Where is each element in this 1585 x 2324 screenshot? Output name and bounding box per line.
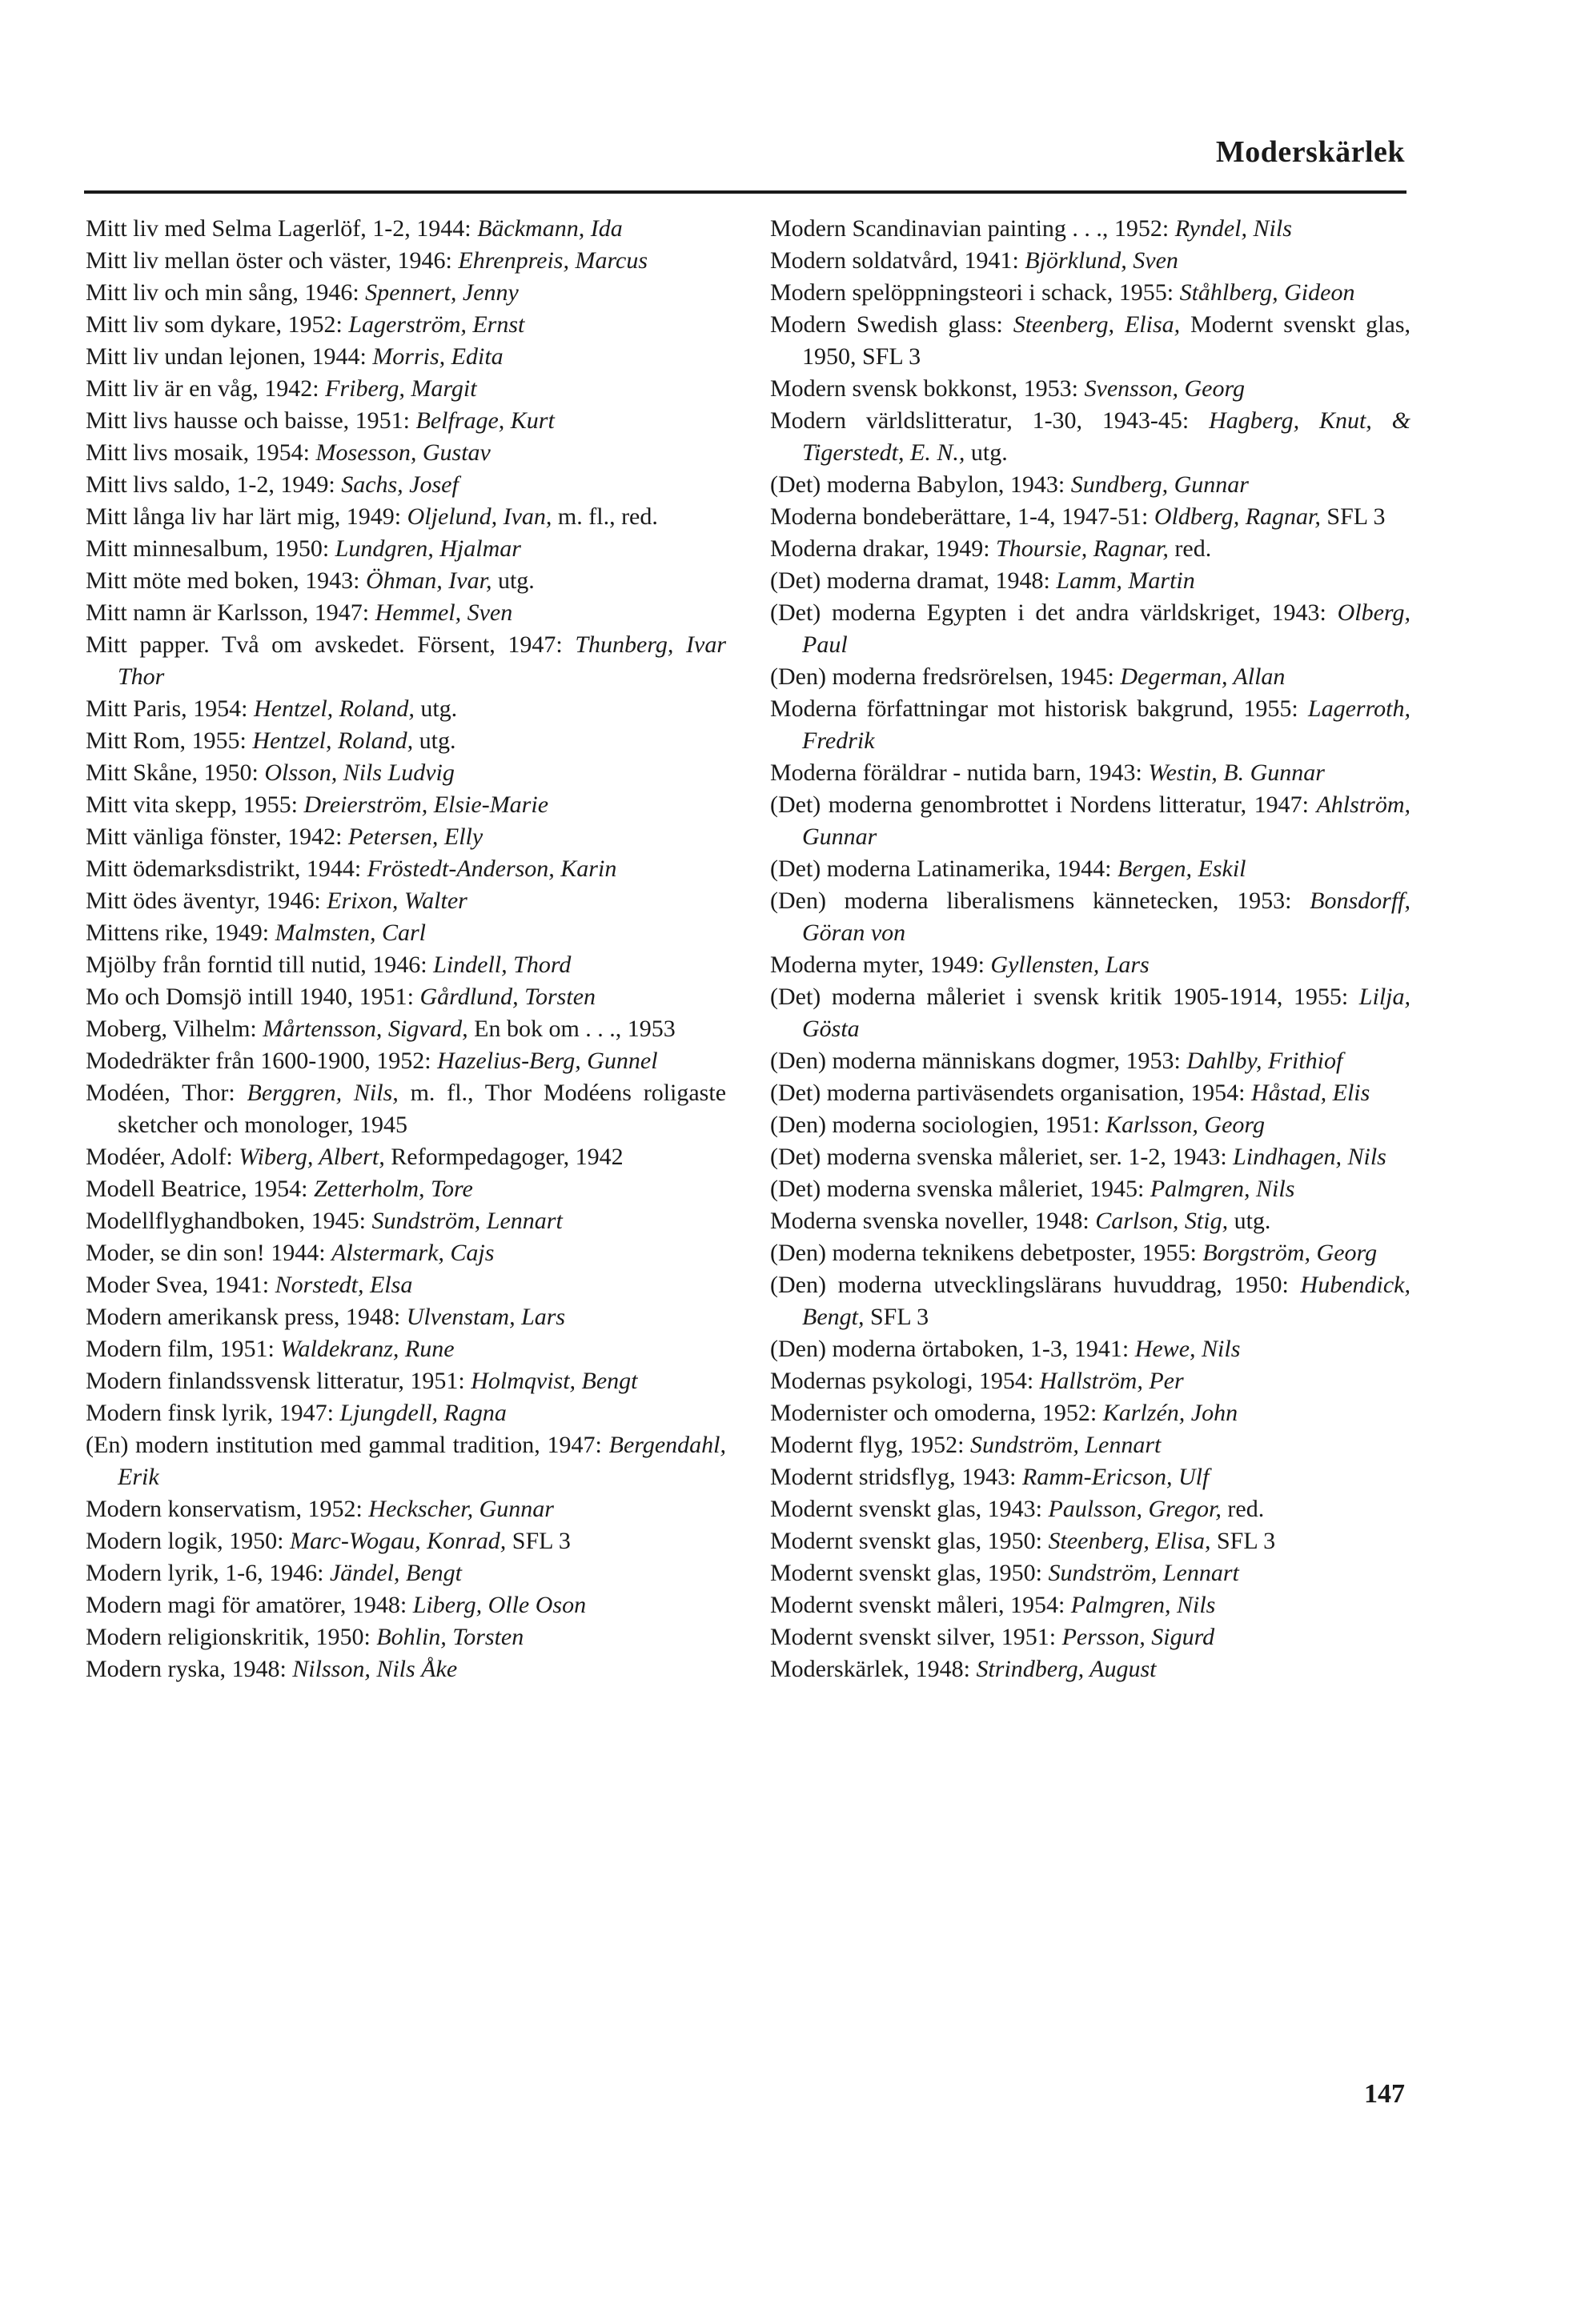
entry-author: Mosesson, Gustav xyxy=(315,439,491,466)
entry-author: Thunberg, Ivar Thor xyxy=(118,631,727,690)
entry-author: Belfrage, Kurt xyxy=(415,407,555,434)
entry-author: Spennert, Jenny xyxy=(365,279,519,306)
index-entry xyxy=(86,1077,726,1141)
entry-title: (Den) moderna utvecklingslärans huvuddrag, 1950: xyxy=(770,1272,1301,1298)
entry-author: Håstad, Elis xyxy=(1250,1080,1370,1106)
index-entry xyxy=(86,565,726,597)
entry-title: Modedräkter från 1600-1900, 1952: xyxy=(86,1048,438,1074)
entry-author: Hentzel, Roland, xyxy=(254,695,415,722)
index-entry xyxy=(86,1173,726,1205)
header-rule xyxy=(84,190,1406,194)
index-entry xyxy=(770,949,1410,981)
index-entry xyxy=(770,981,1410,1045)
index-entry xyxy=(86,373,726,405)
entry-author: Sundström, Lennart xyxy=(371,1208,563,1234)
entry-title: (Den) moderna sociologien, 1951: xyxy=(770,1112,1106,1138)
entry-title: Modernt svenskt glas, 1943: xyxy=(770,1496,1049,1522)
entry-author: Degerman, Allan xyxy=(1120,663,1286,690)
index-entry xyxy=(770,693,1410,757)
entry-title: Mo och Domsjö intill 1940, 1951: xyxy=(86,984,420,1010)
entry-author: Bonsdorff, Göran von xyxy=(802,888,1410,946)
entry-title: Modernt svenskt glas, 1950: xyxy=(770,1560,1049,1586)
entry-title: (Det) moderna måleriet i svensk kritik 1905-1914, 1955: xyxy=(770,984,1359,1010)
running-head: Moderskärlek xyxy=(1215,135,1405,169)
right-column xyxy=(770,213,1410,1685)
index-entry xyxy=(86,309,726,341)
index-entry xyxy=(770,533,1410,565)
entry-title: Modern film, 1951: xyxy=(86,1336,281,1362)
entry-author: Ljungdell, Ragna xyxy=(339,1400,507,1426)
index-entry xyxy=(86,341,726,373)
entry-author: Steenberg, Elisa, xyxy=(1013,311,1181,338)
entry-author: Thoursie, Ragnar, xyxy=(996,535,1169,562)
entry-title: Mjölby från forntid till nutid, 1946: xyxy=(86,952,434,978)
entry-title: Mitt Rom, 1955: xyxy=(86,727,253,754)
entry-author: Hemmel, Sven xyxy=(375,599,513,626)
entry-note: utg. xyxy=(1228,1208,1271,1234)
entry-title: Mitt livs hausse och baisse, 1951: xyxy=(86,407,416,434)
index-entry xyxy=(86,1013,726,1045)
entry-title: (Det) moderna Babylon, 1943: xyxy=(770,471,1071,498)
index-entry xyxy=(770,245,1410,277)
entry-author: Ståhlberg, Gideon xyxy=(1179,279,1355,306)
index-entry xyxy=(86,1237,726,1269)
index-entry xyxy=(770,405,1410,469)
entry-title: Mitt minnesalbum, 1950: xyxy=(86,535,335,562)
entry-author: Lamm, Martin xyxy=(1056,567,1195,594)
entry-author: Ryndel, Nils xyxy=(1174,215,1292,242)
index-entry xyxy=(86,1333,726,1365)
entry-author: Wiberg, Albert, xyxy=(239,1144,385,1170)
index-entry xyxy=(770,565,1410,597)
entry-author: Björklund, Sven xyxy=(1025,247,1178,274)
index-entry xyxy=(770,789,1410,853)
entry-title: Modern soldatvård, 1941: xyxy=(770,247,1025,274)
entry-author: Sundström, Lennart xyxy=(969,1432,1162,1458)
entry-title: Modern världslitteratur, 1-30, 1943-45: xyxy=(770,407,1210,434)
entry-title: Modern Scandinavian painting . . ., 1952: xyxy=(770,215,1175,242)
entry-title: (Den) moderna örtaboken, 1-3, 1941: xyxy=(770,1336,1135,1362)
entry-title: (Den) moderna teknikens debetposter, 1955: xyxy=(770,1240,1203,1266)
entry-author: Svensson, Georg xyxy=(1084,375,1246,402)
entry-note: m. fl., Thor Modéens roligaste sketcher och monologer, 1945 xyxy=(118,1080,727,1138)
entry-title: Modern ryska, 1948: xyxy=(86,1656,293,1682)
index-entry xyxy=(770,1269,1410,1333)
entry-note: SFL 3 xyxy=(864,1304,929,1330)
index-entry xyxy=(770,1493,1410,1525)
entry-title: Mitt namn är Karlsson, 1947: xyxy=(86,599,375,626)
entry-author: Bohlin, Torsten xyxy=(376,1624,524,1650)
entry-author: Norstedt, Elsa xyxy=(275,1272,413,1298)
index-entry xyxy=(86,757,726,789)
entry-title: Modern amerikansk press, 1948: xyxy=(86,1304,407,1330)
index-entry xyxy=(770,1397,1410,1429)
entry-note: SFL 3 xyxy=(506,1528,571,1554)
index-entry xyxy=(86,437,726,469)
entry-title: Mitt liv med Selma Lagerlöf, 1-2, 1944: xyxy=(86,215,478,242)
entry-author: Hagberg, Knut, & Tigerstedt, E. N., xyxy=(802,407,1410,466)
entry-title: Moderna drakar, 1949: xyxy=(770,535,997,562)
entry-title: (En) modern institution med gammal tradition, 1947: xyxy=(86,1432,609,1458)
index-entry xyxy=(86,533,726,565)
entry-author: Hewe, Nils xyxy=(1134,1336,1241,1362)
entry-author: Dahlby, Frithiof xyxy=(1186,1048,1343,1074)
entry-title: Mitt ödes äventyr, 1946: xyxy=(86,888,327,914)
index-entry xyxy=(86,1589,726,1621)
entry-author: Heckscher, Gunnar xyxy=(368,1496,554,1522)
entry-title: Mitt livs mosaik, 1954: xyxy=(86,439,316,466)
entry-author: Westin, B. Gunnar xyxy=(1148,759,1325,786)
entry-title: (Det) moderna Latinamerika, 1944: xyxy=(770,855,1118,882)
entry-title: (Det) moderna svenska måleriet, ser. 1-2, 1943: xyxy=(770,1144,1234,1170)
entry-note: utg. xyxy=(965,439,1008,466)
index-entry xyxy=(770,1621,1410,1653)
index-entry xyxy=(770,885,1410,949)
entry-author: Lundgren, Hjalmar xyxy=(335,535,521,562)
entry-author: Steenberg, Elisa, xyxy=(1048,1528,1211,1554)
index-entry xyxy=(86,597,726,629)
entry-note: Reformpedagoger, 1942 xyxy=(384,1144,624,1170)
index-entry xyxy=(86,1493,726,1525)
entry-author: Lilja, Gösta xyxy=(802,984,1410,1042)
entry-note: utg. xyxy=(413,727,456,754)
entry-author: Hazelius-Berg, Gunnel xyxy=(437,1048,658,1074)
index-entry xyxy=(770,1141,1410,1173)
entry-author: Sundberg, Gunnar xyxy=(1070,471,1249,498)
index-entry xyxy=(770,853,1410,885)
entry-title: Modern konservatism, 1952: xyxy=(86,1496,369,1522)
entry-title: (Den) moderna människans dogmer, 1953: xyxy=(770,1048,1187,1074)
index-entry xyxy=(770,277,1410,309)
entry-author: Ramm-Ericson, Ulf xyxy=(1022,1464,1210,1490)
entry-author: Lindell, Thord xyxy=(433,952,572,978)
index-entry xyxy=(86,1045,726,1077)
entry-author: Alstermark, Cajs xyxy=(331,1240,495,1266)
index-entry xyxy=(86,725,726,757)
entry-title: Moderna bondeberättare, 1-4, 1947-51: xyxy=(770,503,1154,530)
entry-title: Mitt långa liv har lärt mig, 1949: xyxy=(86,503,407,530)
entry-author: Gårdlund, Torsten xyxy=(419,984,596,1010)
index-entry xyxy=(770,1109,1410,1141)
index-entry xyxy=(770,1205,1410,1237)
entry-title: (Det) moderna Egypten i det andra världskriget, 1943: xyxy=(770,599,1338,626)
index-entry xyxy=(86,1301,726,1333)
entry-author: Marc-Wogau, Konrad, xyxy=(290,1528,507,1554)
entry-author: Holmqvist, Bengt xyxy=(471,1368,638,1394)
entry-author: Oljelund, Ivan, xyxy=(407,503,552,530)
entry-title: Moderna svenska noveller, 1948: xyxy=(770,1208,1096,1234)
entry-author: Nilsson, Nils Åke xyxy=(292,1656,458,1682)
index-entry xyxy=(86,501,726,533)
entry-author: Bäckmann, Ida xyxy=(477,215,623,242)
entry-title: Modernas psykologi, 1954: xyxy=(770,1368,1040,1394)
index-entry xyxy=(86,245,726,277)
index-entry xyxy=(86,949,726,981)
entry-title: Mitt liv mellan öster och väster, 1946: xyxy=(86,247,459,274)
entry-author: Persson, Sigurd xyxy=(1061,1624,1215,1650)
entry-title: Modern magi för amatörer, 1948: xyxy=(86,1592,413,1618)
index-entry xyxy=(86,1621,726,1653)
entry-title: Modern svensk bokkonst, 1953: xyxy=(770,375,1085,402)
entry-title: Modern lyrik, 1-6, 1946: xyxy=(86,1560,330,1586)
entry-author: Öhman, Ivar, xyxy=(365,567,492,594)
entry-title: Mitt ödemarksdistrikt, 1944: xyxy=(86,855,367,882)
entry-title: Modernister och omoderna, 1952: xyxy=(770,1400,1103,1426)
entry-title: Modern religionskritik, 1950: xyxy=(86,1624,377,1650)
entry-title: Mitt liv undan lejonen, 1944: xyxy=(86,343,373,370)
entry-title: Moder Svea, 1941: xyxy=(86,1272,275,1298)
entry-author: Hallström, Per xyxy=(1039,1368,1184,1394)
entry-title: (Det) moderna svenska måleriet, 1945: xyxy=(770,1176,1150,1202)
entry-author: Bergendahl, Erik xyxy=(118,1432,726,1490)
entry-author: Ahlström, Gunnar xyxy=(802,791,1410,850)
index-entry xyxy=(86,277,726,309)
index-entry xyxy=(86,405,726,437)
entry-author: Hentzel, Roland, xyxy=(252,727,414,754)
entry-author: Strindberg, August xyxy=(976,1656,1157,1682)
entry-author: Berggren, Nils, xyxy=(247,1080,399,1106)
entry-author: Sundström, Lennart xyxy=(1048,1560,1239,1586)
entry-author: Friberg, Margit xyxy=(325,375,477,402)
entry-author: Karlsson, Georg xyxy=(1105,1112,1265,1138)
entry-title: Modéer, Adolf: xyxy=(86,1144,239,1170)
entry-author: Fröstedt-Anderson, Karin xyxy=(367,855,617,882)
entry-title: Mitt vänliga fönster, 1942: xyxy=(86,823,348,850)
left-column xyxy=(86,213,726,1685)
entry-author: Ehrenpreis, Marcus xyxy=(458,247,648,274)
index-entry xyxy=(770,501,1410,533)
entry-author: Gyllensten, Lars xyxy=(990,952,1150,978)
entry-author: Mårtensson, Sigvard, xyxy=(263,1016,468,1042)
entry-title: Mitt Paris, 1954: xyxy=(86,695,255,722)
index-entry xyxy=(770,757,1410,789)
entry-title: Moderna författningar mot historisk bakgrund, 1955: xyxy=(770,695,1308,722)
entry-author: Lagerroth, Fredrik xyxy=(802,695,1410,754)
entry-note: utg. xyxy=(492,567,535,594)
index-entry xyxy=(770,373,1410,405)
entry-title: Modern finsk lyrik, 1947: xyxy=(86,1400,340,1426)
entry-note: En bok om . . ., 1953 xyxy=(467,1016,676,1042)
index-entry xyxy=(86,789,726,821)
entry-title: (Den) moderna liberalismens kännetecken, 1953: xyxy=(770,888,1310,914)
index-entry xyxy=(770,1173,1410,1205)
entry-author: Waldekranz, Rune xyxy=(280,1336,455,1362)
index-entry xyxy=(86,1205,726,1237)
index-entry xyxy=(86,1557,726,1589)
index-entry xyxy=(770,661,1410,693)
entry-author: Olberg, Paul xyxy=(802,599,1410,658)
entry-author: Zetterholm, Tore xyxy=(313,1176,473,1202)
index-entry xyxy=(770,1589,1410,1621)
entry-author: Malmsten, Carl xyxy=(275,920,426,946)
entry-title: Modern spelöppningsteori i schack, 1955: xyxy=(770,279,1180,306)
entry-title: Mitt livs saldo, 1-2, 1949: xyxy=(86,471,342,498)
entry-author: Erixon, Walter xyxy=(327,888,467,914)
entry-title: Mitt Skåne, 1950: xyxy=(86,759,265,786)
entry-title: Moderna föräldrar - nutida barn, 1943: xyxy=(770,759,1149,786)
entry-title: (Det) moderna partiväsendets organisation, 1954: xyxy=(770,1080,1251,1106)
entry-title: (Det) moderna genombrottet i Nordens litteratur, 1947: xyxy=(770,791,1317,818)
page-number: 147 xyxy=(1364,2079,1405,2109)
entry-author: Petersen, Elly xyxy=(347,823,484,850)
entry-author: Lagerström, Ernst xyxy=(348,311,525,338)
entry-author: Carlson, Stig, xyxy=(1095,1208,1229,1234)
index-entry xyxy=(86,853,726,885)
index-entry xyxy=(86,1365,726,1397)
index-entry xyxy=(86,1141,726,1173)
entry-author: Hubendick, Bengt, xyxy=(802,1272,1410,1330)
entry-title: Mitt möte med boken, 1943: xyxy=(86,567,366,594)
entry-title: Modéen, Thor: xyxy=(86,1080,247,1106)
index-entry xyxy=(86,693,726,725)
entry-author: Oldberg, Ragnar, xyxy=(1154,503,1321,530)
index-entry xyxy=(770,1557,1410,1589)
index-entry xyxy=(86,1269,726,1301)
entry-title: Mitt vita skepp, 1955: xyxy=(86,791,304,818)
entry-author: Liberg, Olle Oson xyxy=(412,1592,587,1618)
index-entry xyxy=(86,469,726,501)
entry-note: red. xyxy=(1168,535,1212,562)
entry-title: Moderna myter, 1949: xyxy=(770,952,991,978)
entry-note: utg. xyxy=(414,695,458,722)
index-entry xyxy=(770,1077,1410,1109)
entry-note: SFL 3 xyxy=(1320,503,1386,530)
entry-title: Moderskärlek, 1948: xyxy=(770,1656,977,1682)
index-entry xyxy=(770,1429,1410,1461)
index-entry xyxy=(770,469,1410,501)
entry-author: Borgström, Georg xyxy=(1202,1240,1378,1266)
entry-title: Modern finlandssvensk litteratur, 1951: xyxy=(86,1368,471,1394)
entry-title: Modernt svenskt glas, 1950: xyxy=(770,1528,1049,1554)
entry-note: red. xyxy=(1221,1496,1265,1522)
index-entry xyxy=(770,309,1410,373)
index-entry xyxy=(770,1525,1410,1557)
index-entry xyxy=(86,1429,726,1493)
index-entry xyxy=(86,885,726,917)
entry-note: SFL 3 xyxy=(1210,1528,1276,1554)
index-entry xyxy=(770,1333,1410,1365)
index-entry xyxy=(770,1461,1410,1493)
entry-author: Sachs, Josef xyxy=(341,471,459,498)
entry-author: Lindhagen, Nils xyxy=(1233,1144,1386,1170)
entry-title: Mitt papper. Två om avskedet. Försent, 1947: xyxy=(86,631,576,658)
entry-title: Modellflyghandboken, 1945: xyxy=(86,1208,372,1234)
entry-author: Palmgren, Nils xyxy=(1070,1592,1216,1618)
entry-title: Mitt liv och min sång, 1946: xyxy=(86,279,366,306)
entry-title: Mitt liv är en våg, 1942: xyxy=(86,375,326,402)
index-entry xyxy=(770,597,1410,661)
index-entry xyxy=(770,1045,1410,1077)
index-entry xyxy=(86,629,726,693)
entry-title: Modern Swedish glass: xyxy=(770,311,1013,338)
entry-title: Modern logik, 1950: xyxy=(86,1528,290,1554)
entry-note: Modernt svenskt glas, 1950, SFL 3 xyxy=(802,311,1410,370)
entry-title: (Det) moderna dramat, 1948: xyxy=(770,567,1057,594)
entry-title: Mitt liv som dykare, 1952: xyxy=(86,311,349,338)
index-entry xyxy=(770,1365,1410,1397)
entry-author: Olsson, Nils Ludvig xyxy=(264,759,455,786)
entry-author: Paulsson, Gregor, xyxy=(1048,1496,1222,1522)
entry-title: Modernt svenskt måleri, 1954: xyxy=(770,1592,1071,1618)
entry-title: (Den) moderna fredsrörelsen, 1945: xyxy=(770,663,1121,690)
index-entry xyxy=(86,1397,726,1429)
entry-author: Palmgren, Nils xyxy=(1150,1176,1295,1202)
entry-title: Moberg, Vilhelm: xyxy=(86,1016,263,1042)
index-entry xyxy=(86,213,726,245)
entry-author: Morris, Edita xyxy=(372,343,504,370)
entry-author: Jändel, Bengt xyxy=(329,1560,462,1586)
entry-author: Ulvenstam, Lars xyxy=(406,1304,566,1330)
entry-title: Modernt stridsflyg, 1943: xyxy=(770,1464,1022,1490)
index-entry xyxy=(770,1237,1410,1269)
entry-author: Dreierström, Elsie-Marie xyxy=(303,791,549,818)
index-entry xyxy=(86,917,726,949)
index-entry xyxy=(86,1525,726,1557)
entry-title: Mittens rike, 1949: xyxy=(86,920,275,946)
entry-title: Modernt svenskt silver, 1951: xyxy=(770,1624,1062,1650)
index-entry xyxy=(86,1653,726,1685)
entry-title: Modell Beatrice, 1954: xyxy=(86,1176,314,1202)
index-entry xyxy=(86,981,726,1013)
entry-author: Bergen, Eskil xyxy=(1118,855,1246,882)
index-entry xyxy=(770,1653,1410,1685)
entry-note: m. fl., red. xyxy=(552,503,658,530)
entry-author: Karlzén, John xyxy=(1102,1400,1238,1426)
index-entry xyxy=(86,821,726,853)
index-entry xyxy=(770,213,1410,245)
entry-title: Modernt flyg, 1952: xyxy=(770,1432,970,1458)
entry-title: Moder, se din son! 1944: xyxy=(86,1240,332,1266)
